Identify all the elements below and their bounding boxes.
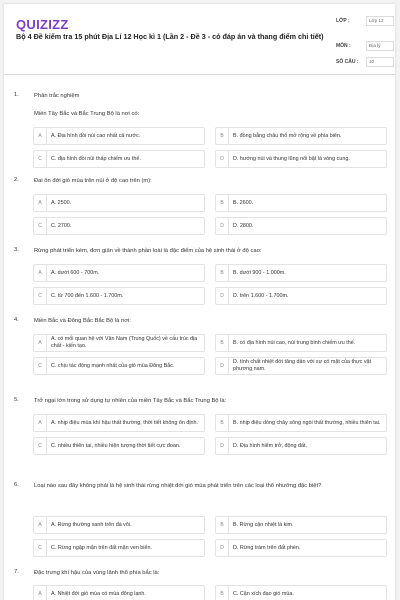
question-text: Trở ngại lớn trong sử dụng tự nhiên của miền Tây Bắc và Bắc Trung Bộ là: xyxy=(34,398,227,404)
option-a[interactable] xyxy=(33,264,205,282)
question-text: Đặc trưng khí hậu của vùng lãnh thổ phía bắc là: xyxy=(34,570,160,576)
option-text: A. 2500. xyxy=(51,199,72,206)
option-b[interactable] xyxy=(215,264,387,282)
option-a[interactable] xyxy=(33,516,205,534)
option-letter: B xyxy=(216,128,229,144)
question-number: 3. xyxy=(14,247,19,253)
option-d[interactable] xyxy=(215,357,387,375)
option-letter: A xyxy=(34,517,47,533)
option-a[interactable] xyxy=(33,334,205,352)
option-c[interactable] xyxy=(33,437,205,455)
option-text: D. hướng núi và thung lũng nổi bật là vòng cung. xyxy=(233,155,350,162)
option-letter: A xyxy=(34,128,47,144)
option-text: B. Rừng cận nhiệt lá kim. xyxy=(233,521,294,528)
option-letter: A xyxy=(34,265,47,281)
option-text: A. Rừng thường xanh trên đá vôi. xyxy=(51,521,132,528)
quizizz-logo: QUIZIZZ xyxy=(16,17,69,32)
option-letter: A xyxy=(34,195,47,211)
question-text: Miền Bắc và Đông Bắc Bắc Bộ là nơi: xyxy=(34,318,131,324)
question-number: 2. xyxy=(14,177,19,183)
option-a[interactable] xyxy=(33,585,205,600)
count-value: 10 xyxy=(366,57,394,67)
option-text: C. Cận xích đạo gió mùa. xyxy=(233,590,294,597)
option-letter: B xyxy=(216,586,229,600)
question-text: Miền Tây Bắc và Bắc Trung Bộ là nơi có: xyxy=(34,111,140,117)
option-text: B. có địa hình núi cao, núi trung bình chiếm ưu thế. xyxy=(233,339,356,346)
question-text: Loại nào sau đây không phải là hệ sinh thái rừng nhiệt đới gió mùa phát triển trên các loại thổ nhưỡng đặc biệt? xyxy=(34,483,322,489)
option-letter: B xyxy=(216,195,229,211)
option-a[interactable] xyxy=(33,414,205,432)
option-letter: D xyxy=(216,438,229,454)
option-text: C. Rừng ngập mặn trên đất mặn ven biển. xyxy=(51,544,152,551)
option-letter: A xyxy=(34,586,47,600)
class-label: LỚP : xyxy=(336,18,350,24)
option-text: A. nhịp điệu mùa khí hậu thất thường, thời tiết không ổn định. xyxy=(51,419,199,426)
option-d[interactable] xyxy=(215,150,387,168)
question-number: 1. xyxy=(14,92,19,98)
option-letter: C xyxy=(34,151,47,167)
option-d[interactable] xyxy=(215,539,387,557)
option-text: A. Địa hình đồi núi cao nhất cả nước. xyxy=(51,132,141,139)
option-letter: C xyxy=(34,218,47,234)
option-letter: B xyxy=(216,335,229,351)
option-d[interactable] xyxy=(215,287,387,305)
option-a[interactable] xyxy=(33,127,205,145)
option-b[interactable] xyxy=(215,194,387,212)
option-letter: D xyxy=(216,218,229,234)
option-text: D. tính chất nhiệt đới tăng dần với sự có mặt của thực vật phương nam. xyxy=(233,359,372,372)
option-text: D. Rừng tràm trên đất phèn. xyxy=(233,544,301,551)
option-b[interactable] xyxy=(215,516,387,534)
option-letter: D xyxy=(216,151,229,167)
option-text: B. đồng bằng châu thổ mở rộng về phía biển. xyxy=(233,132,342,139)
option-text: B. nhịp điệu dòng chảy sông ngòi thất thường, nhiều thiên tai. xyxy=(233,419,381,426)
option-d[interactable] xyxy=(215,217,387,235)
option-text: B. 2600. xyxy=(233,199,254,206)
count-label: SỐ CÂU : xyxy=(336,59,359,65)
option-text: A. dưới 600 - 700m. xyxy=(51,269,100,276)
option-letter: C xyxy=(34,288,47,304)
question-number: 6. xyxy=(14,482,19,488)
option-d[interactable] xyxy=(215,437,387,455)
option-b[interactable] xyxy=(215,127,387,145)
option-c[interactable] xyxy=(33,150,205,168)
subject-label: MÔN : xyxy=(336,43,351,49)
option-text: C. 2700. xyxy=(51,222,72,229)
option-text: D. 2800. xyxy=(233,222,254,229)
option-text: C. từ 700 đến 1.600 - 1.700m. xyxy=(51,292,124,299)
question-number: 4. xyxy=(14,317,19,323)
worksheet-header xyxy=(4,4,395,75)
question-number: 7. xyxy=(14,569,19,575)
option-letter: B xyxy=(216,415,229,431)
option-letter: B xyxy=(216,517,229,533)
subject-value: Địa lý xyxy=(366,41,394,51)
option-c[interactable] xyxy=(33,287,205,305)
option-letter: C xyxy=(34,438,47,454)
worksheet-title: Bộ 4 Đề kiểm tra 15 phút Địa Lí 12 Học kì 1 (Lần 2 - Đề 3 - có đáp án và thang điểm chi tiết) xyxy=(16,32,324,41)
option-b[interactable] xyxy=(215,585,387,600)
option-text: D. trên 1.600 - 1.700m. xyxy=(233,292,289,299)
option-text: C. chịu tác động mạnh nhất của gió mùa Đông Bắc. xyxy=(51,362,175,369)
option-c[interactable] xyxy=(33,217,205,235)
option-letter: A xyxy=(34,335,47,351)
option-text: A. có mối quan hệ với Vân Nam (Trung Quốc) về cấu trúc địa chất - kiến tạo. xyxy=(51,336,198,349)
option-text: D. Địa hình hiểm trở, động đất. xyxy=(233,442,307,449)
option-b[interactable] xyxy=(215,334,387,352)
option-letter: D xyxy=(216,288,229,304)
option-text: B. dưới 900 - 1.000m. xyxy=(233,269,286,276)
option-letter: C xyxy=(34,358,47,374)
class-value: Lớp 12 xyxy=(366,16,394,26)
option-letter: A xyxy=(34,415,47,431)
option-letter: D xyxy=(216,540,229,556)
option-c[interactable] xyxy=(33,357,205,375)
option-text: A. Nhiệt đới gió mùa có mùa đông lạnh. xyxy=(51,590,146,597)
option-letter: B xyxy=(216,265,229,281)
option-c[interactable] xyxy=(33,539,205,557)
option-b[interactable] xyxy=(215,414,387,432)
option-text: C. nhiều thiên tai, nhiều hiện tượng thời tiết cực đoan. xyxy=(51,442,181,449)
question-text: Rừng phát triển kém, đơn giản về thành phần loài là đặc điểm của hệ sinh thái ở độ cao: xyxy=(34,248,262,254)
option-a[interactable] xyxy=(33,194,205,212)
option-letter: D xyxy=(216,358,229,374)
worksheet-page xyxy=(4,4,395,600)
option-letter: C xyxy=(34,540,47,556)
question-section-label: Phân trắc nghiệm xyxy=(34,93,80,99)
option-text: C. địa hình đồi núi thấp chiếm ưu thế. xyxy=(51,155,141,162)
question-number: 5. xyxy=(14,397,19,403)
question-text: Đai ôn đới gió mùa trên núi ở độ cao trên (m): xyxy=(34,178,152,184)
